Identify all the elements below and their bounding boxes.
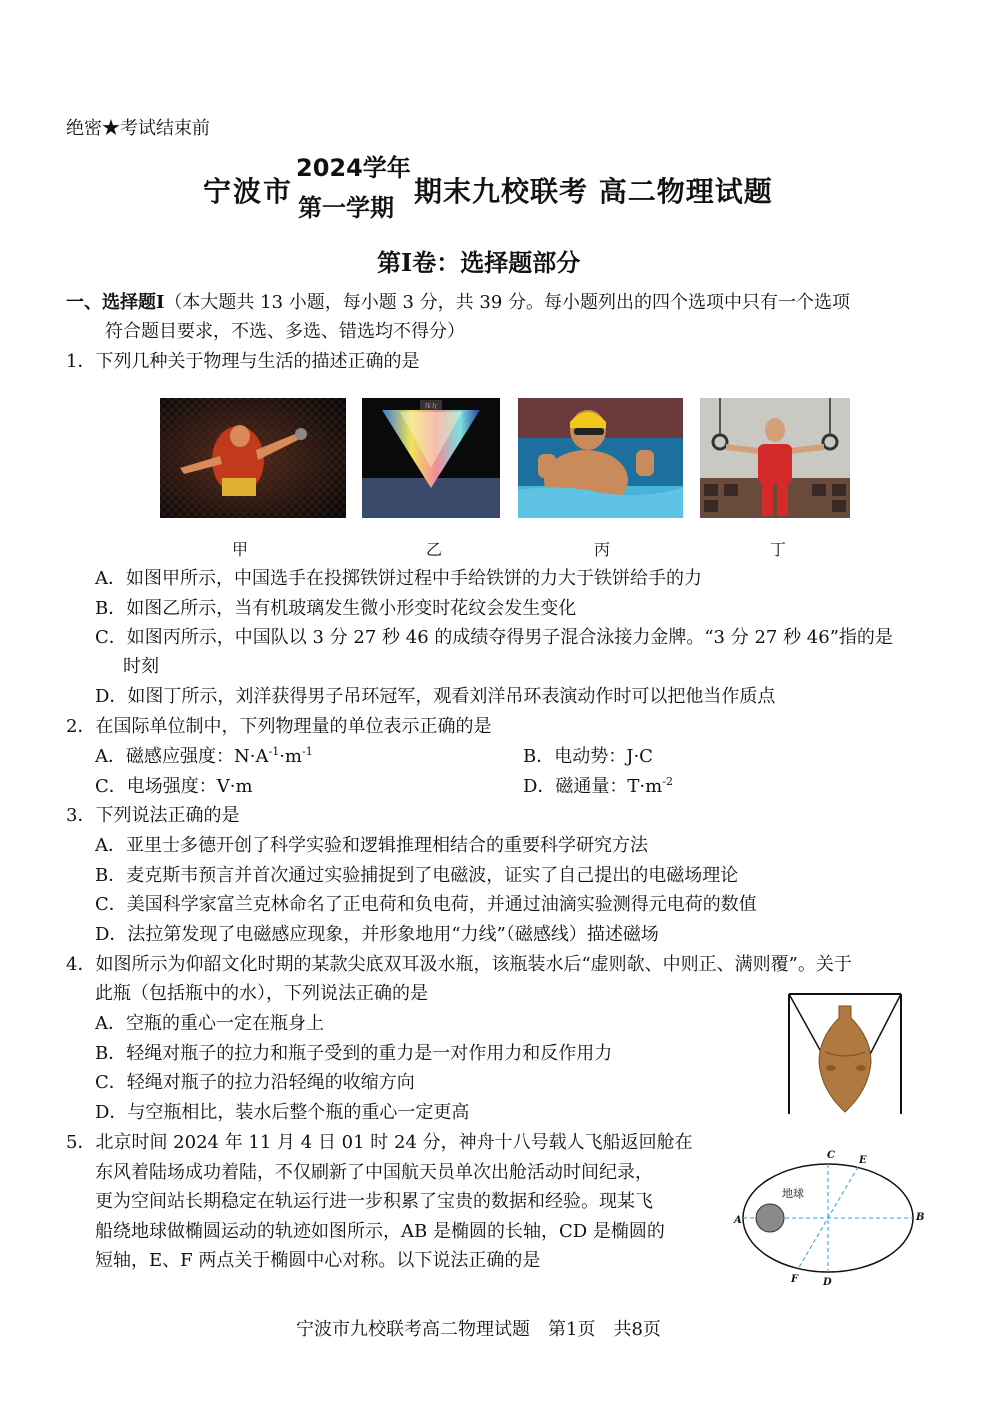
photo-photoelastic	[362, 398, 500, 518]
title-exam: 期末九校联考 高二物理试题	[414, 175, 773, 208]
q5-stem-line5: 短轴，E、F 两点关于椭圆中心对称。以下说法正确的是	[95, 1250, 541, 1271]
q5-stem-line4: 船绕地球做椭圆运动的轨迹如图所示，AB 是椭圆的长轴，CD 是椭圆的	[95, 1221, 665, 1242]
q1-option-c: C．如图丙所示，中国队以 3 分 27 秒 46 的成绩夺得男子混合泳接力金牌。“3 分 27 秒 46”指的是	[95, 627, 893, 648]
section-heading	[66, 292, 850, 314]
q4-option-b: B．轻绳对瓶子的拉力和瓶子受到的重力是一对作用力和反作用力	[95, 1043, 613, 1064]
photo-discus-thrower	[160, 398, 346, 518]
q1-option-d: D．如图丁所示，刘洋获得男子吊环冠军，观看刘洋吊环表演动作时可以把他当作质点	[95, 686, 776, 707]
q3-stem: 3．下列说法正确的是	[66, 805, 240, 826]
q5-stem-line1: 5．北京时间 2024 年 11 月 4 日 01 时 24 分，神舟十八号载人飞船返回舱在	[66, 1132, 693, 1153]
q3-option-b: B．麦克斯韦预言并首次通过实验捕捉到了电磁波，证实了自己提出的电磁场理论	[95, 865, 739, 886]
q4-stem-line1: 4．如图所示为仰韶文化时期的某款尖底双耳汲水瓶，该瓶装水后“虚则欹、中则正、满则覆”。关于	[66, 954, 852, 975]
q1-option-a: A．如图甲所示，中国选手在投掷铁饼过程中手给铁饼的力大于铁饼给手的力	[95, 568, 702, 589]
q2-a-mid: ·m	[279, 746, 302, 767]
hanging-vase-diagram	[785, 990, 905, 1114]
q2-a-exp2: -1	[302, 745, 313, 758]
q2-option-d	[523, 776, 673, 798]
q5-stem-line2: 东风着陆场成功着陆，不仅刷新了中国航天员单次出舱活动时间纪录，	[95, 1162, 653, 1183]
section-desc-line1: （本大题共 13 小题，每小题 3 分，共 39 分。每小题列出的四个选项中只有一个选项	[164, 292, 851, 313]
q3-option-a: A．亚里士多德开创了科学实验和逻辑推理相结合的重要科学研究方法	[95, 835, 648, 856]
elliptical-orbit-diagram	[730, 1145, 930, 1290]
q1-option-c-cont: 时刻	[123, 656, 159, 677]
caption-jia: 甲	[232, 540, 249, 559]
title-city: 宁波市	[203, 175, 294, 208]
point-f-label: F	[791, 1274, 799, 1285]
earth-circle	[756, 1204, 784, 1232]
stress-label: 压力	[424, 403, 438, 410]
q4-option-c: C．轻绳对瓶子的拉力沿轻绳的收缩方向	[95, 1072, 415, 1093]
title-year: 2024学年	[296, 154, 411, 182]
q4-figure-vase	[785, 990, 905, 1114]
caption-bing: 丙	[594, 540, 611, 559]
q2-d-text: D．磁通量：T·m	[523, 776, 663, 797]
point-c-label: C	[827, 1150, 835, 1161]
caption-ding: 丁	[770, 540, 787, 559]
section-desc-line2: 符合题目要求，不选、多选、错选均不得分）	[105, 321, 465, 342]
point-e-label: E	[859, 1155, 867, 1166]
point-a-label: A	[734, 1215, 742, 1226]
q2-stem: 2．在国际单位制中，下列物理量的单位表示正确的是	[66, 716, 492, 737]
discus-thrower-image	[160, 398, 346, 518]
section-label: 一、选择题Ⅰ	[66, 292, 165, 313]
confidential-mark: 绝密★考试结束前	[66, 118, 210, 139]
page-footer: 宁波市九校联考高二物理试题 第1页 共8页	[296, 1319, 661, 1340]
point-d-label: D	[823, 1277, 832, 1288]
q4-option-d: D．与空瓶相比，装水后整个瓶的重心一定更高	[95, 1102, 470, 1123]
part-heading: 第Ⅰ卷：选择题部分	[377, 248, 581, 277]
q2-option-a	[95, 746, 313, 768]
q4-option-a: A．空瓶的重心一定在瓶身上	[95, 1013, 324, 1034]
photo-rings-gymnast	[700, 398, 850, 518]
point-b-label: B	[916, 1212, 925, 1223]
q2-option-b: B．电动势：J·C	[523, 746, 653, 767]
title-semester: 第一学期	[298, 194, 394, 222]
caption-yi: 乙	[426, 540, 443, 559]
q4-stem-line2: 此瓶（包括瓶中的水），下列说法正确的是	[95, 983, 428, 1004]
photo-swimmer	[518, 398, 683, 518]
q2-a-text: A．磁感应强度：N·A	[95, 746, 269, 767]
photoelastic-image	[362, 398, 500, 518]
rings-gymnast-image	[700, 398, 850, 518]
q1-stem: 1．下列几种关于物理与生活的描述正确的是	[66, 351, 420, 372]
q2-a-exp1: -1	[268, 745, 280, 758]
earth-label: 地球	[782, 1187, 804, 1200]
q2-option-c: C．电场强度：V·m	[95, 776, 253, 797]
q2-d-exp: -2	[662, 775, 673, 788]
q5-stem-line3: 更为空间站长期稳定在轨运行进一步积累了宝贵的数据和经验。现某飞	[95, 1191, 653, 1212]
q1-option-b: B．如图乙所示，当有机玻璃发生微小形变时花纹会发生变化	[95, 598, 577, 619]
q3-option-d: D．法拉第发现了电磁感应现象，并形象地用“力线”（磁感线）描述磁场	[95, 924, 659, 945]
q5-figure-orbit	[730, 1145, 930, 1290]
swimmer-image	[518, 398, 683, 518]
q3-option-c: C．美国科学家富兰克林命名了正电荷和负电荷，并通过油滴实验测得元电荷的数值	[95, 894, 757, 915]
